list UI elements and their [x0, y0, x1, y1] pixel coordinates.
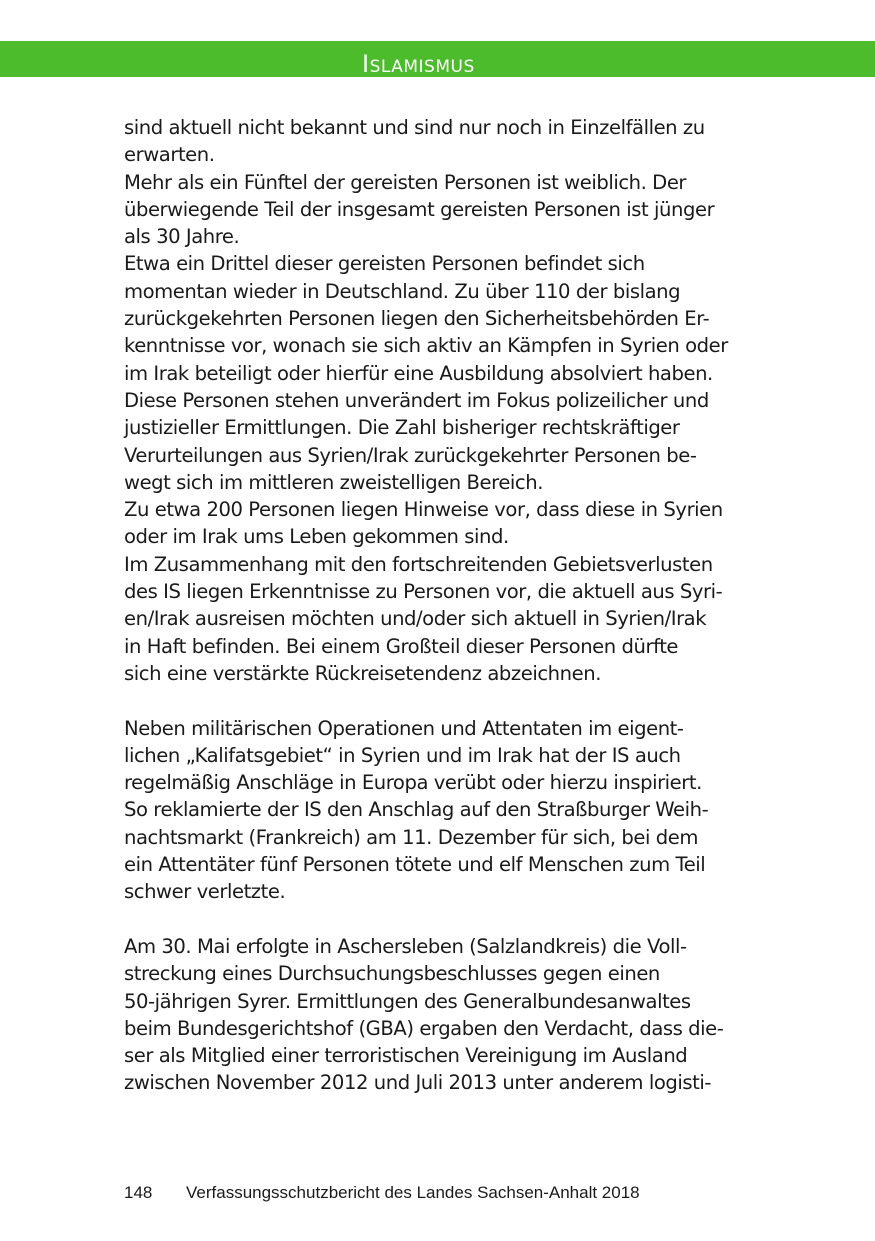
text-line: ser als Mitglied einer terroristischen Vereinigung im Ausland [124, 1044, 688, 1068]
text-line: erwarten. [124, 143, 215, 167]
section-title-rest: slamismus [369, 50, 475, 78]
text-line: in Haft befinden. Bei einem Großteil dieser Personen dürfte [124, 634, 679, 658]
paragraph-gap [124, 687, 764, 714]
section-title-initial: I [362, 50, 370, 78]
text-line: zwischen November 2012 und Juli 2013 unter anderem logisti- [124, 1071, 711, 1095]
text-line: nachtsmarkt (Frankreich) am 11. Dezember für sich, bei dem [124, 825, 699, 849]
text-line: wegt sich im mittleren zweistelligen Bereich. [124, 470, 543, 494]
text-line: streckung eines Durchsuchungsbeschlusses gegen einen [124, 962, 660, 986]
body-text [124, 114, 764, 1097]
text-line: Mehr als ein Fünftel der gereisten Personen ist weiblich. Der [124, 170, 687, 194]
text-line: schwer verletzte. [124, 880, 286, 904]
publication-title: Verfassungsschutzbericht des Landes Sachsen-Anhalt 2018 [186, 1183, 640, 1202]
text-line: Etwa ein Drittel dieser gereisten Personen befindet sich [124, 252, 645, 276]
text-line: sind aktuell nicht bekannt und sind nur noch in Einzelfällen zu [124, 116, 705, 139]
text-line: Im Zusammenhang mit den fortschreitenden Gebietsverlusten [124, 552, 713, 576]
text-line: Diese Personen stehen unverändert im Fokus polizeilicher und [124, 388, 709, 412]
paragraph-gap [124, 906, 764, 933]
section-header-band [0, 41, 875, 77]
text-line: des IS liegen Erkenntnisse zu Personen vor, die aktuell aus Syri- [124, 580, 723, 604]
text-line: lichen „Kalifatsgebiet“ in Syrien und im Irak hat der IS auch [124, 743, 681, 767]
page-footer [124, 1183, 640, 1203]
text-line: überwiegende Teil der insgesamt gereisten Personen ist jünger [124, 197, 715, 221]
section-title [362, 50, 475, 78]
paragraph [124, 114, 764, 687]
page-number: 148 [124, 1183, 153, 1202]
text-line: justizieller Ermittlungen. Die Zahl bisheriger rechtskräftiger [124, 416, 680, 440]
text-line: Zu etwa 200 Personen liegen Hinweise vor, dass diese in Syrien [124, 498, 723, 522]
text-line: Neben militärischen Operationen und Attentaten im eigent- [124, 716, 684, 740]
text-line: als 30 Jahre. [124, 225, 240, 249]
text-line: Verurteilungen aus Syrien/Irak zurückgekehrter Personen be- [124, 443, 697, 467]
text-line: 50-jährigen Syrer. Ermittlungen des Generalbundesanwaltes [124, 989, 691, 1013]
text-line: Am 30. Mai erfolgte in Aschersleben (Salzlandkreis) die Voll- [124, 934, 687, 958]
text-line: ein Attentäter fünf Personen tötete und elf Menschen zum Teil [124, 853, 706, 877]
text-line: So reklamierte der IS den Anschlag auf den Straßburger Weih- [124, 798, 709, 822]
text-line: en/Irak ausreisen möchten und/oder sich aktuell in Syrien/Irak [124, 607, 707, 631]
paragraph [124, 933, 764, 1097]
text-line: regelmäßig Anschläge in Europa verübt oder hierzu inspiriert. [124, 771, 702, 795]
paragraph [124, 715, 764, 906]
text-line: momentan wieder in Deutschland. Zu über 110 der bislang [124, 279, 681, 303]
text-line: beim Bundesgerichtshof (GBA) ergaben den Verdacht, dass die- [124, 1016, 724, 1040]
text-line: oder im Irak ums Leben gekommen sind. [124, 525, 509, 549]
text-line: kenntnisse vor, wonach sie sich aktiv an Kämpfen in Syrien oder [124, 334, 728, 358]
text-line: zurückgekehrten Personen liegen den Sicherheitsbehörden Er- [124, 307, 710, 331]
text-line: im Irak beteiligt oder hierfür eine Ausbildung absolviert haben. [124, 361, 713, 385]
text-line: sich eine verstärkte Rückreisetendenz abzeichnen. [124, 661, 601, 685]
